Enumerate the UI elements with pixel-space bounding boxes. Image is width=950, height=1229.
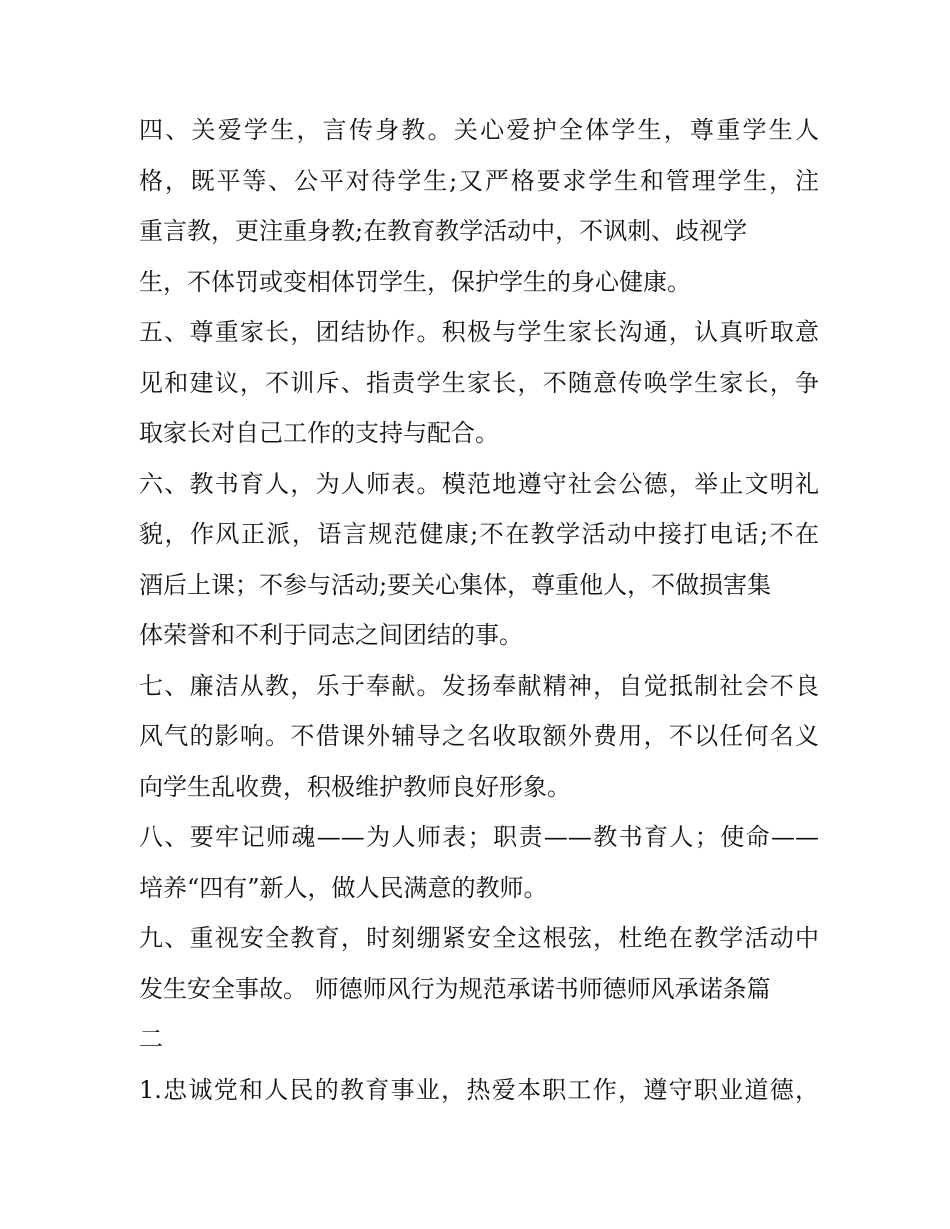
text-line: 重言教，更注重身教;在教育教学活动中，不讽刺、歧视学 <box>139 217 748 245</box>
text-line: 酒后上课；不参与活动;要关心集体，尊重他人，不做损害集 <box>139 571 772 599</box>
text-line: 七、廉洁从教，乐于奉献。发扬奉献精神，自觉抵制社会不良 <box>139 672 819 700</box>
text-line: 向学生乱收费，积极维护教师良好形象。 <box>139 773 571 801</box>
text-line: 发生安全事故。 师德师风行为规范承诺书师德师风承诺条篇 <box>139 975 771 1003</box>
text-line: 风气的影响。不借课外辅导之名收取额外费用，不以任何名义 <box>139 722 819 750</box>
text-line: 九、重视安全教育，时刻绷紧安全这根弦，杜绝在教学活动中 <box>139 924 819 952</box>
text-line: 取家长对自己工作的支持与配合。 <box>139 419 499 447</box>
text-line: 生，不体罚或变相体罚学生，保护学生的身心健康。 <box>139 268 691 296</box>
text-line: 格，既平等、公平对待学生;又严格要求学生和管理学生，注 <box>139 167 819 195</box>
text-line: 体荣誉和不利于同志之间团结的事。 <box>139 621 523 649</box>
text-line: 1.忠诚党和人民的教育事业，热爱本职工作，遵守职业道德， <box>139 1076 819 1104</box>
text-line: 培养“四有”新人，做人民满意的教师。 <box>139 874 548 902</box>
text-line: 见和建议，不训斥、指责学生家长，不随意传唤学生家长，争 <box>139 369 819 397</box>
text-line: 貌，作风正派，语言规范健康;不在教学活动中接打电话;不在 <box>139 520 819 548</box>
text-line: 五、尊重家长，团结协作。积极与学生家长沟通，认真听取意 <box>139 318 819 346</box>
text-line: 六、教书育人，为人师表。模范地遵守社会公德，举止文明礼 <box>139 470 819 498</box>
text-line: 八、要牢记师魂——为人师表；职责——教书育人；使命—— <box>139 823 819 851</box>
text-line: 二 <box>139 1025 163 1053</box>
text-line: 四、关爱学生，言传身教。关心爱护全体学生，尊重学生人 <box>139 116 819 144</box>
